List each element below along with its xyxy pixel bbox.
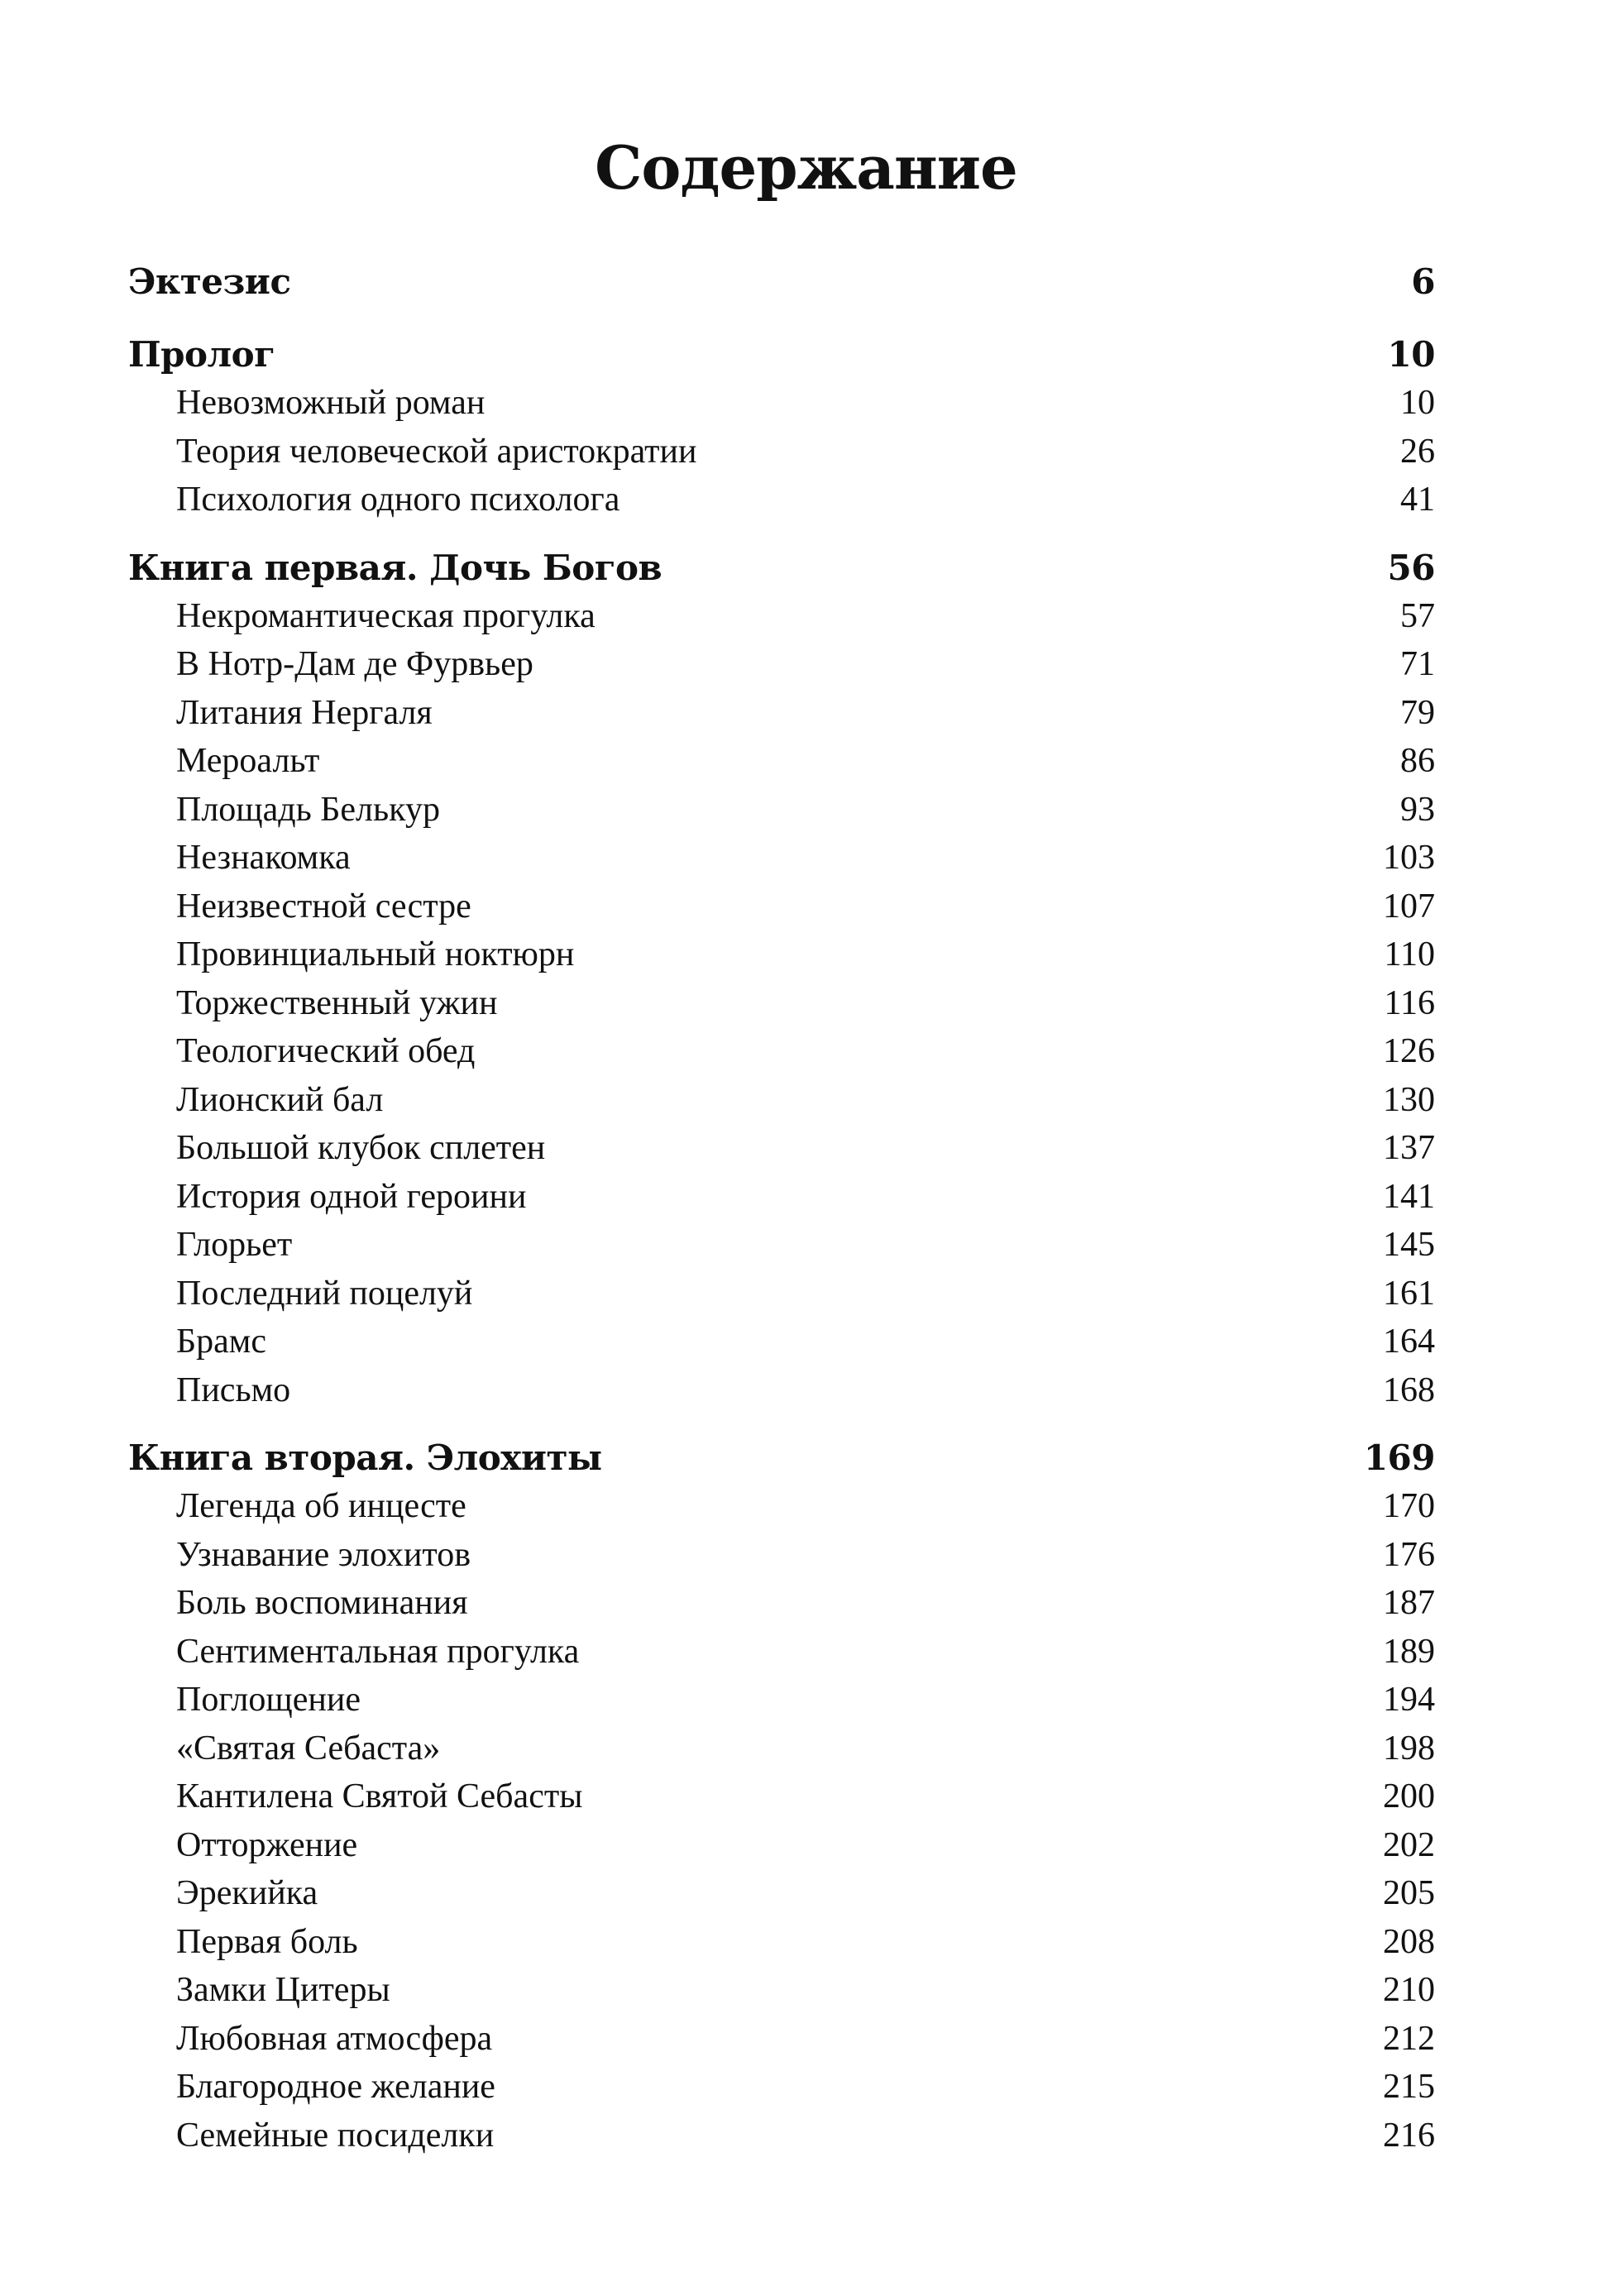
entry-title: Последний поцелуй [176,1270,472,1318]
entry-page-number: 130 [1383,1076,1435,1125]
entry-title: Некромантическая прогулка [176,592,596,641]
toc-entry[interactable] [128,1724,1435,1773]
toc-entry[interactable] [128,1482,1435,1531]
page-title: Содержание [595,132,1017,203]
toc-entry[interactable] [128,1027,1435,1076]
entry-title: Замки Цитеры [176,1966,390,2015]
toc-entry[interactable] [128,786,1435,835]
toc-entry[interactable] [128,1531,1435,1580]
entry-page-number: 202 [1383,1821,1435,1870]
toc-entry[interactable] [128,883,1435,931]
entry-title: Сентиментальная прогулка [176,1628,579,1677]
toc-entry[interactable] [128,428,1435,476]
toc-entry[interactable] [128,476,1435,524]
toc-section-heading[interactable] [128,258,1435,306]
entry-page-number: 161 [1383,1270,1435,1318]
entry-page-number: 189 [1383,1628,1435,1677]
toc-entry[interactable] [128,1918,1435,1967]
entry-page-number: 198 [1383,1724,1435,1773]
entry-page-number: 200 [1383,1772,1435,1821]
toc-entry[interactable] [128,2015,1435,2064]
section-title: Эктезис [128,258,291,306]
entry-page-number: 176 [1383,1531,1435,1580]
entry-title: Психология одного психолога [176,476,619,524]
toc-entry[interactable] [128,689,1435,738]
toc-entry[interactable] [128,1966,1435,2015]
toc-entry[interactable] [128,2063,1435,2112]
toc-entry[interactable] [128,930,1435,979]
entry-title: В Нотр-Дам де Фурвьер [176,640,533,689]
entry-title: История одной героини [176,1173,526,1222]
table-of-contents [128,258,1435,2160]
entry-page-number: 141 [1383,1173,1435,1222]
entry-page-number: 164 [1383,1318,1435,1366]
toc-entry[interactable] [128,834,1435,883]
entry-title: Боль воспоминания [176,1579,468,1628]
entry-page-number: 93 [1400,786,1435,835]
entry-title: Эрекийка [176,1869,318,1918]
entry-title: Лионский бал [176,1076,383,1125]
toc-section-heading[interactable] [128,544,1435,592]
entry-title: Семейные посиделки [176,2112,494,2160]
entry-title: Неизвестной сестре [176,883,471,931]
entry-title: «Святая Себаста» [176,1724,440,1773]
entry-page-number: 215 [1383,2063,1435,2112]
entry-page-number: 137 [1383,1124,1435,1173]
entry-title: Брамс [176,1318,266,1366]
toc-entry[interactable] [128,1628,1435,1677]
entry-title: Глорьет [176,1221,292,1270]
toc-entry[interactable] [128,1869,1435,1918]
entry-title: Отторжение [176,1821,357,1870]
section-page-number: 56 [1388,544,1435,592]
entry-page-number: 86 [1400,737,1435,786]
entry-title: Узнавание элохитов [176,1531,471,1580]
entry-page-number: 187 [1383,1579,1435,1628]
entry-page-number: 41 [1400,476,1435,524]
toc-entry[interactable] [128,1821,1435,1870]
entry-page-number: 168 [1383,1366,1435,1415]
entry-page-number: 116 [1385,979,1435,1028]
toc-entry[interactable] [128,1318,1435,1366]
toc-entry[interactable] [128,1366,1435,1415]
toc-entry[interactable] [128,1076,1435,1125]
toc-entry[interactable] [128,1579,1435,1628]
entry-title: Кантилена Святой Себасты [176,1772,582,1821]
entry-page-number: 126 [1383,1027,1435,1076]
entry-page-number: 208 [1383,1918,1435,1967]
entry-page-number: 26 [1400,428,1435,476]
entry-page-number: 110 [1385,930,1435,979]
section-page-number: 169 [1364,1434,1435,1482]
entry-title: Невозможный роман [176,379,485,428]
entry-title: Благородное желание [176,2063,495,2112]
entry-page-number: 216 [1383,2112,1435,2160]
entry-page-number: 145 [1383,1221,1435,1270]
toc-entry[interactable] [128,1772,1435,1821]
toc-entry[interactable] [128,1270,1435,1318]
toc-entry[interactable] [128,1124,1435,1173]
entry-title: Незнакомка [176,834,351,883]
section-page-number: 6 [1411,258,1435,306]
entry-page-number: 10 [1400,379,1435,428]
entry-title: Первая боль [176,1918,358,1967]
section-title: Книга вторая. Элохиты [128,1434,602,1482]
section-page-number: 10 [1388,331,1435,379]
entry-title: Мероальт [176,737,319,786]
entry-page-number: 79 [1400,689,1435,738]
toc-section-heading[interactable] [128,331,1435,379]
entry-page-number: 210 [1383,1966,1435,2015]
entry-title: Поглощение [176,1676,361,1724]
toc-entry[interactable] [128,737,1435,786]
entry-title: Теологический обед [176,1027,475,1076]
toc-section-heading[interactable] [128,1434,1435,1482]
toc-entry[interactable] [128,2112,1435,2160]
toc-entry[interactable] [128,1173,1435,1222]
entry-title: Провинциальный ноктюрн [176,930,574,979]
entry-title: Большой клубок сплетен [176,1124,545,1173]
entry-title: Любовная атмосфера [176,2015,492,2064]
entry-page-number: 107 [1383,883,1435,931]
entry-page-number: 212 [1383,2015,1435,2064]
toc-entry[interactable] [128,1676,1435,1724]
toc-entry[interactable] [128,640,1435,689]
entry-title: Площадь Белькур [176,786,440,835]
entry-page-number: 57 [1400,592,1435,641]
entry-page-number: 194 [1383,1676,1435,1724]
section-title: Пролог [128,331,275,379]
toc-entry[interactable] [128,1221,1435,1270]
entry-title: Теория человеческой аристократии [176,428,696,476]
section-title: Книга первая. Дочь Богов [128,544,662,592]
entry-title: Письмо [176,1366,290,1415]
entry-title: Легенда об инцесте [176,1482,466,1531]
toc-entry[interactable] [128,592,1435,641]
entry-page-number: 71 [1400,640,1435,689]
entry-page-number: 205 [1383,1869,1435,1918]
entry-page-number: 170 [1383,1482,1435,1531]
entry-title: Литания Нергаля [176,689,433,738]
toc-entry[interactable] [128,979,1435,1028]
entry-page-number: 103 [1383,834,1435,883]
entry-title: Торжественный ужин [176,979,497,1028]
toc-entry[interactable] [128,379,1435,428]
